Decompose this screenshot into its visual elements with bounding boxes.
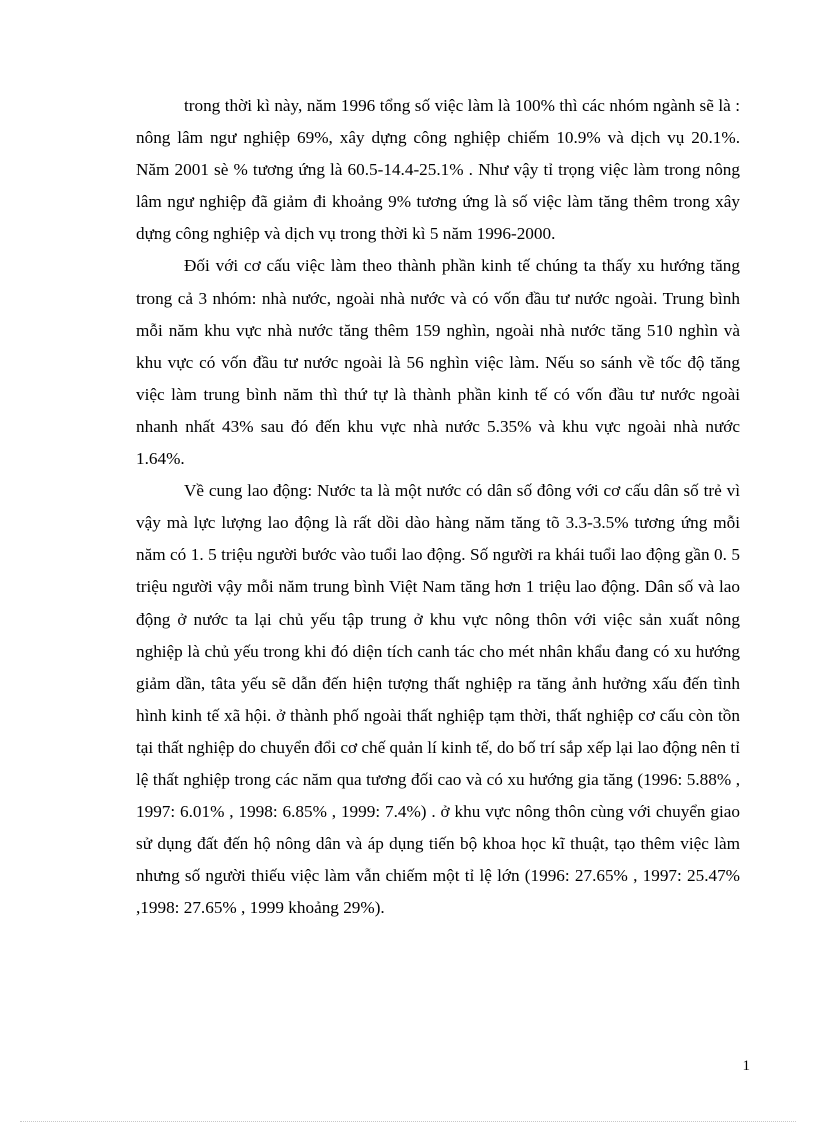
paragraph-employment-by-ownership: Đối với cơ cấu việc làm theo thành phần kinh tế chúng ta thấy xu hướng tăng trong cả 3 nhóm: nhà nước, ngoài nhà nước và có vốn đầu tư nước ngoài. Trung bình mỗi năm khu vực nhà nước tăng thêm 159 nghìn, ngoài nhà nước tăng 510 nghìn và khu vực có vốn đầu tư nước ngoài là 56 nghìn việc làm. Nếu so sánh về tốc độ tăng việc làm trung bình năm thì thứ tự là thành phần kinh tế có vốn đầu tư nước ngoài nhanh nhất 43% sau đó đến khu vực nhà nước 5.35% và khu vực ngoài nhà nước 1.64%. — [136, 256, 740, 469]
page-bottom-divider — [20, 1121, 796, 1122]
page-number: 1 — [742, 1058, 750, 1074]
paragraph-labor-supply: Về cung lao động: Nước ta là một nước có dân số đông với cơ cấu dân số trẻ vì vậy mà lực lượng lao động là rất dồi dào hàng năm tăng tõ 3.3-3.5% tương ứng mỗi năm có 1. 5 triệu người bước vào tuổi lao động. Số người ra khái tuổi lao động gần 0. 5 triệu người vậy mỗi năm trung bình Việt Nam tăng hơn 1 triệu lao động. Dân số và lao động ở nước ta lại chủ yếu tập trung ở khu vực nông thôn với việc sản xuất nông nghiệp là chủ yếu trong khi đó diện tích canh tác cho mét nhân khẩu đang có xu hướng giảm dần, tâta yếu sẽ dẫn đến hiện tượng thất nghiệp ra tăng ảnh hưởng xấu đến tình hình kinh tế xã hội. ở thành phố ngoài thất nghiệp tạm thời, thất nghiệp cơ cấu còn tồn tại thất nghiệp do chuyển đổi cơ chế quản lí kinh tế, do bố trí sắp xếp lại lao động nên tỉ lệ thất nghiệp trong các năm qua tương đối cao và có xu hướng gia tăng (1996: 5.88% , 1997: 6.01% , 1998: 6.85% , 1999: 7.4%) . ở khu vực nông thôn cùng với chuyển giao sử dụng đất đến hộ nông dân và áp dụng tiến bộ khoa học kĩ thuật, tạo thêm việc làm nhưng số người thiếu việc làm vẫn chiếm một tỉ lệ lớn (1996: 27.65% , 1997: 25.47% ,1998: 27.65% , 1999 khoảng 29%). — [136, 481, 740, 918]
paragraph-employment-by-sector: trong thời kì này, năm 1996 tổng số việc làm là 100% thì các nhóm ngành sẽ là : nông lâm ngư nghiệp 69%, xây dựng công nghiệp chiếm 10.9% và dịch vụ 20.1%. Năm 2001 sè % tương ứng là 60.5-14.4-25.1% . Như vậy tỉ trọng việc làm trong nông lâm ngư nghiệp đã giảm đi khoảng 9% tương ứng là số việc làm tăng thêm trong xây dựng công nghiệp và dịch vụ trong thời kì 5 năm 1996-2000. — [136, 96, 740, 244]
body-text — [136, 90, 740, 924]
